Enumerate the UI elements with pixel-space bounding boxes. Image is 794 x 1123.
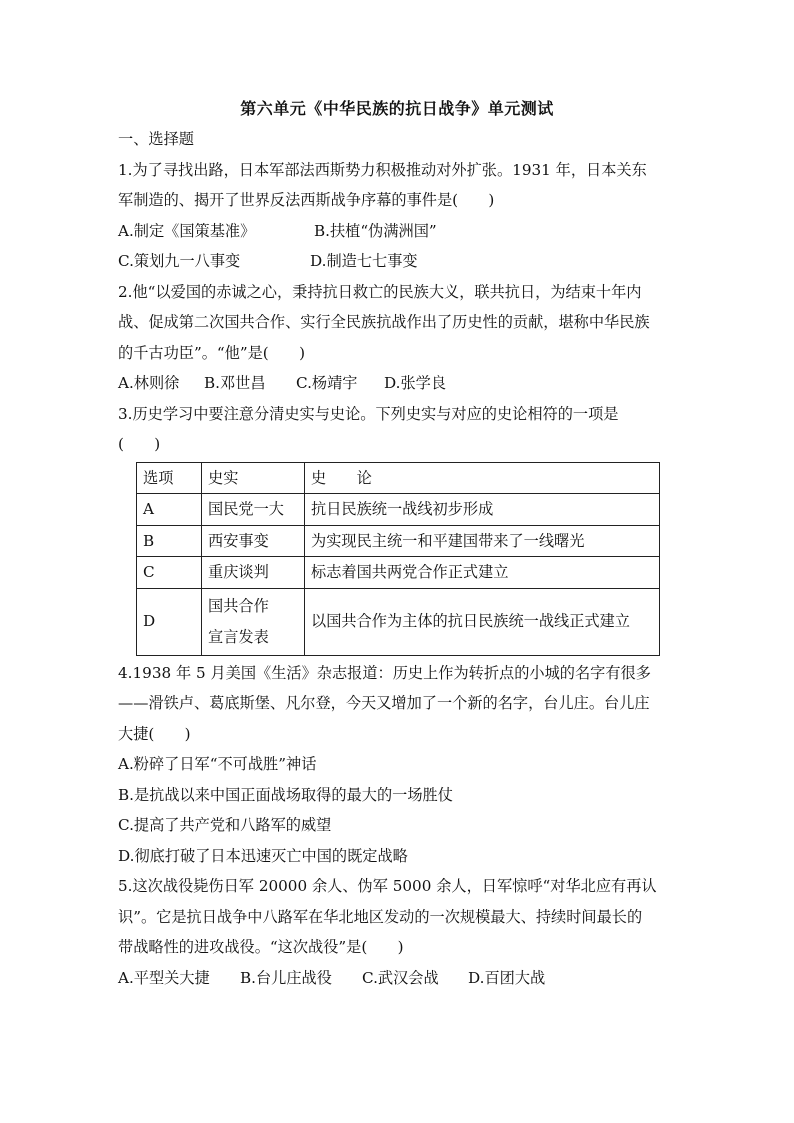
question-2-option-b: B.邓世昌 xyxy=(204,374,266,392)
question-2-options-row xyxy=(118,368,678,399)
question-3-table xyxy=(136,462,660,656)
question-1-option-c: C.策划九一八事变 xyxy=(118,252,241,270)
question-1-line-2: 军制造的、揭开了世界反法西斯战争序幕的事件是( ) xyxy=(118,191,495,209)
question-2 xyxy=(118,277,678,399)
table-cell: C xyxy=(137,557,202,589)
question-2-line-3: 的千古功臣”。“他”是( ) xyxy=(118,343,306,362)
table-cell: A xyxy=(137,494,202,526)
question-1-options-row-1 xyxy=(118,216,678,247)
question-4-option-a: A.粉碎了日军“不可战胜”神话 xyxy=(118,755,317,773)
table-cell: 国民党一大 xyxy=(202,494,305,526)
table-cell-line: 宣言发表 xyxy=(208,627,269,646)
question-4-line-1: 4.1938 年 5 月美国《生活》杂志报道：历史上作为转折点的小城的名字有很多 xyxy=(118,663,651,682)
question-3 xyxy=(118,399,678,656)
question-4-line-2: ——滑铁卢、葛底斯堡、凡尔登，今天又增加了一个新的名字，台儿庄。台儿庄 xyxy=(118,694,650,712)
question-5-line-3: 带战略性的进攻战役。“这次战役”是( ) xyxy=(118,938,404,956)
question-2-option-d: D.张学良 xyxy=(384,374,447,392)
table-cell: 标志着国共两党合作正式建立 xyxy=(305,557,660,589)
question-4 xyxy=(118,658,678,872)
table-row xyxy=(137,557,660,589)
table-cell: 重庆谈判 xyxy=(202,557,305,589)
table-row xyxy=(137,525,660,557)
question-2-option-a: A.林则徐 xyxy=(118,374,180,392)
question-2-option-c: C.杨靖宇 xyxy=(296,374,358,392)
table-cell-line: 国共合作 xyxy=(208,596,269,615)
question-5-line-1: 5.这次战役毙伤日军 20000 余人、伪军 5000 余人，日军惊呼“对华北应有再认 xyxy=(118,877,657,895)
question-4-line-3: 大捷( ) xyxy=(118,724,191,743)
table-row xyxy=(137,588,660,655)
question-4-option-c: C.提高了共产党和八路军的威望 xyxy=(118,816,332,834)
question-2-line-2: 战、促成第二次国共合作、实行全民族抗战作出了历史性的贡献，堪称中华民族 xyxy=(118,313,650,331)
question-list xyxy=(118,124,678,993)
question-5-options-row xyxy=(118,963,678,994)
section-heading: 一、选择题 xyxy=(118,130,194,148)
question-2-line-1: 2.他“以爱国的赤诚之心，秉持抗日救亡的民族大义，联共抗日，为结束十年内 xyxy=(118,282,642,301)
table-cell: 为实现民主统一和平建国带来了一线曙光 xyxy=(305,525,660,557)
question-1-option-d: D.制造七七事变 xyxy=(310,252,418,270)
page-title: 第六单元《中华民族的抗日战争》单元测试 xyxy=(240,99,554,118)
table-cell: 抗日民族统一战线初步形成 xyxy=(305,494,660,526)
question-5-line-2: 识”。它是抗日战争中八路军在华北地区发动的一次规模最大、持续时间最长的 xyxy=(118,907,643,926)
question-5-option-c: C.武汉会战 xyxy=(362,968,439,987)
question-5 xyxy=(118,871,678,993)
question-1 xyxy=(118,155,678,277)
question-5-option-a: A.平型关大捷 xyxy=(118,968,210,987)
question-5-option-b: B.台儿庄战役 xyxy=(240,968,332,987)
question-1-option-a: A.制定《国策基准》 xyxy=(118,221,256,240)
question-4-option-b: B.是抗战以来中国正面战场取得的最大的一场胜仗 xyxy=(118,785,453,804)
question-5-option-d: D.百团大战 xyxy=(468,968,546,987)
table-header-cell: 史 论 xyxy=(305,462,660,494)
table-cell: D xyxy=(137,588,202,655)
table-header-row xyxy=(137,462,660,494)
table-cell: 西安事变 xyxy=(202,525,305,557)
table-header-cell: 史实 xyxy=(202,462,305,494)
table-cell: B xyxy=(137,525,202,557)
table-cell xyxy=(202,588,305,655)
question-3-line-1: 3.历史学习中要注意分清史实与史论。下列史实与对应的史论相符的一项是 xyxy=(118,404,619,423)
question-1-options-row-2 xyxy=(118,246,678,277)
table-header-cell: 选项 xyxy=(137,462,202,494)
table-cell: 以国共合作为主体的抗日民族统一战线正式建立 xyxy=(305,588,660,655)
question-1-line-1: 1.为了寻找出路，日本军部法西斯势力积极推动对外扩张。1931 年，日本关东 xyxy=(118,160,647,179)
table-row xyxy=(137,494,660,526)
question-4-option-d: D.彻底打破了日本迅速灭亡中国的既定战略 xyxy=(118,846,408,865)
question-1-option-b: B.扶植“伪满洲国” xyxy=(314,221,437,240)
question-3-line-2: ( ) xyxy=(118,435,161,453)
